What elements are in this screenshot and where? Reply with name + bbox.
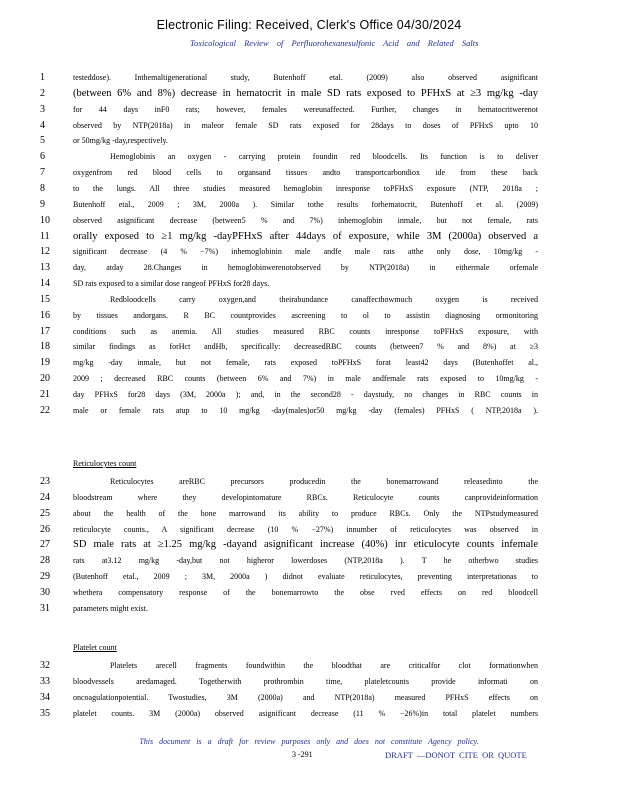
text-line	[0, 506, 618, 522]
text-line	[0, 149, 618, 165]
line-number: 33	[40, 675, 50, 687]
text-line	[0, 276, 618, 292]
draft-notice: DRAFT —DONOT CITE OR QUOTE	[385, 750, 527, 760]
line-text: mg/kg -day inmale, but not female, rats exposed toPFHxS forat least42 days (Butenhoffet al.,	[73, 358, 538, 368]
line-text: for 44 days inF0 rats; however, females wereunaffected. Further, changes in hematocritwerenot	[73, 104, 538, 114]
line-number: 29	[40, 571, 50, 583]
text-line	[0, 585, 618, 601]
text-line	[0, 244, 618, 260]
line-number: 5	[40, 135, 45, 147]
text-line	[0, 102, 618, 118]
text-line	[0, 537, 618, 553]
line-number: 23	[40, 476, 50, 487]
line-number: 7	[40, 167, 45, 179]
text-line	[0, 658, 618, 674]
filing-stamp: Electronic Filing: Received, Clerk's Office 04/30/2024	[156, 18, 462, 32]
section-heading: Platelet count	[73, 643, 117, 652]
line-text: day PFHxS for28 days (3M, 2000a ); and, in the second28 - daystudy, no changes in RBC counts in	[73, 390, 538, 399]
line-number: 25	[40, 507, 50, 519]
line-number: 20	[40, 373, 50, 385]
line-text: significant decrease (4 % −7%) inhemoglobinin male andfe male rats atthe only dose, 10mg/kg -	[73, 247, 538, 257]
text-line	[0, 690, 618, 706]
line-text: SD male rats at ≥1.25 mg/kg -dayand asignificant increase (40%) inr eticulocyte counts infemale	[73, 539, 538, 551]
line-text: about the health of the bone marrowand its ability to produce RBCs. Only the NTPstudymeasured	[73, 508, 538, 518]
line-text: whethera compensatory response of the bonemarrowto the obse rved effects on red bloodcell	[73, 587, 538, 597]
line-text: testeddose). Inthemaltigenerational study, Butenhoff etal. (2009) also observed asignificant	[73, 73, 538, 82]
line-text: reticulocyte counts., A significant decrease (10 % −27%) innumber of reticulocytes was observed in	[73, 524, 538, 534]
text-line	[0, 601, 618, 617]
line-text: or 50mg/kg -day,respectively.	[73, 136, 168, 146]
text-line	[0, 133, 618, 149]
line-number: 1	[40, 72, 45, 83]
line-number: 34	[40, 691, 50, 703]
document-title: Toxicological Review of Perfluorohexanesulfonic Acid and Related Salts	[190, 38, 479, 48]
line-number: 6	[40, 151, 45, 163]
line-text: Reticulocytes areRBC precursors producedin the bonemarrowand releasedinto the	[110, 477, 538, 486]
line-text: rats at3.12 mg/kg -day,but not higheror lowerdoses (NTP,2018a ). T he otherbwo studies	[73, 556, 538, 566]
line-number: 24	[40, 491, 50, 503]
line-number: 8	[40, 182, 45, 194]
line-number: 12	[40, 246, 50, 258]
line-text: Hemoglobinis an oxygen - carrying protein foundin red bloodcells. Its function is to deliver	[110, 152, 538, 162]
line-text: bloodstream where they developintomature RBCs. Reticulocyte counts canprovideinformation	[73, 492, 538, 502]
text-line	[0, 339, 618, 355]
text-line	[0, 118, 618, 134]
line-number: 21	[40, 389, 50, 400]
text-line	[0, 706, 618, 722]
line-text: 2009 ; decreased RBC counts (between 6% and 7%) in male andfemale rats exposed to 10mg/kg -	[73, 374, 538, 384]
line-number: 22	[40, 404, 50, 416]
line-number: 10	[40, 214, 50, 226]
text-line	[0, 181, 618, 197]
text-line	[0, 308, 618, 324]
text-line	[0, 260, 618, 276]
line-text: (between 6% and 8%) decrease in hematocrit in male SD rats exposed to PFHxS at ≥3 mg/kg -day	[73, 87, 538, 99]
text-line	[0, 674, 618, 690]
line-number: 26	[40, 523, 50, 535]
text-line	[0, 165, 618, 181]
text-line	[0, 403, 618, 419]
text-line	[0, 355, 618, 371]
line-number: 32	[40, 660, 50, 671]
line-number: 19	[40, 357, 50, 369]
line-text: oxygenfrom red blood cells to organsand tissues andto transportcarbondiox ide from these back	[73, 168, 538, 178]
text-line	[0, 324, 618, 340]
line-text: Platelets arecell fragments foundwithin the bloodthat are criticalfor clot formationwhen	[110, 661, 538, 670]
text-line	[0, 197, 618, 213]
line-text: parameters might exist.	[73, 603, 148, 613]
text-line	[0, 522, 618, 538]
text-line	[0, 229, 618, 245]
section-heading: Reticulocytes count	[73, 459, 137, 468]
text-line	[0, 553, 618, 569]
line-number: 11	[40, 230, 50, 242]
line-text: similar findings as forHct andHb, specifically: decreasedRBC counts (between7 % and 8%) at ≥3	[73, 342, 538, 352]
line-text: conditions such as anemia. All studies measured RBC counts inresponse toPFHxS exposure, with	[73, 326, 538, 336]
line-number: 14	[40, 278, 50, 290]
line-text: bloodvessels aredamaged. Togetherwith prothrombin time, plateletcounts provide informati on	[73, 676, 538, 686]
text-line	[0, 292, 618, 308]
line-number: 9	[40, 198, 45, 210]
line-text: (Butenhoff etal., 2009 ; 3M, 2000a ) didnot evaluate reticulocytes, preventing interpretationas to	[73, 572, 538, 582]
line-text: male or female rats atup to 10 mg/kg -day(males)or50 mg/kg -day (females) PFHxS ( NTP,2018a ).	[73, 405, 538, 415]
text-line	[0, 490, 618, 506]
line-text: SD rats exposed to a similar dose rangeof PFHxS for28 days.	[73, 279, 270, 289]
line-text: by tissues andorgans. R BC countprovides ascreening to ol to assistin diagnosing ormonitoring	[73, 310, 538, 320]
text-line	[0, 474, 618, 490]
line-number: 13	[40, 262, 50, 274]
line-text: Redbloodcells carry oxygen,and theirabundance canaffecthowmuch oxygen is received	[110, 294, 538, 304]
line-text: Butenhoff etal., 2009 ; 3M, 2000a ). Similar tothe results forhematocrit, Butenhoff et al. (2009)	[73, 199, 538, 209]
line-number: 35	[40, 707, 50, 719]
text-line	[0, 86, 618, 102]
line-number: 15	[40, 293, 50, 305]
page-number: 3 -291	[292, 750, 313, 759]
text-line	[0, 213, 618, 229]
line-text: oncoagulationpotential. Twostudies, 3M (2000a) and NTP(2018a) measured PFHxS effects on	[73, 692, 538, 702]
text-line	[0, 371, 618, 387]
line-text: observed asignificant decrease (between5 % and 7%) inhemoglobin inmale, but not female, rats	[73, 215, 538, 225]
line-text: observed by NTP(2018a) in maleor female SD rats exposed for 28days to doses of PFHxS upto 10	[73, 120, 538, 130]
line-text: orally exposed to ≥1 mg/kg -dayPFHxS after 44days of exposure, while 3M (2000a) observed a	[73, 230, 538, 242]
text-line	[0, 569, 618, 585]
footer-disclaimer: This document is a draft for review purposes only and does not constitute Agency policy.	[139, 737, 479, 746]
line-number: 30	[40, 586, 50, 598]
line-text: platelet counts. 3M (2000a) observed asignificant decrease (11 % −26%)in total platelet numbers	[73, 708, 538, 718]
line-number: 31	[40, 602, 50, 614]
line-text: to the lungs. All three studies measured hemoglobin inresponse toPFHxS exposure (NTP, 2018a ;	[73, 183, 538, 193]
line-number: 18	[40, 341, 50, 353]
line-number: 17	[40, 325, 50, 337]
text-line	[0, 70, 618, 86]
line-number: 2	[40, 87, 45, 99]
line-number: 28	[40, 555, 50, 567]
line-number: 27	[40, 539, 50, 551]
line-number: 4	[40, 119, 45, 131]
text-line	[0, 387, 618, 403]
line-text: day, atday 28.Changes in hemoglobinwerenotobserved by NTP(2018a) in eithermale orfemale	[73, 263, 538, 273]
line-number: 16	[40, 309, 50, 321]
line-number: 3	[40, 103, 45, 115]
